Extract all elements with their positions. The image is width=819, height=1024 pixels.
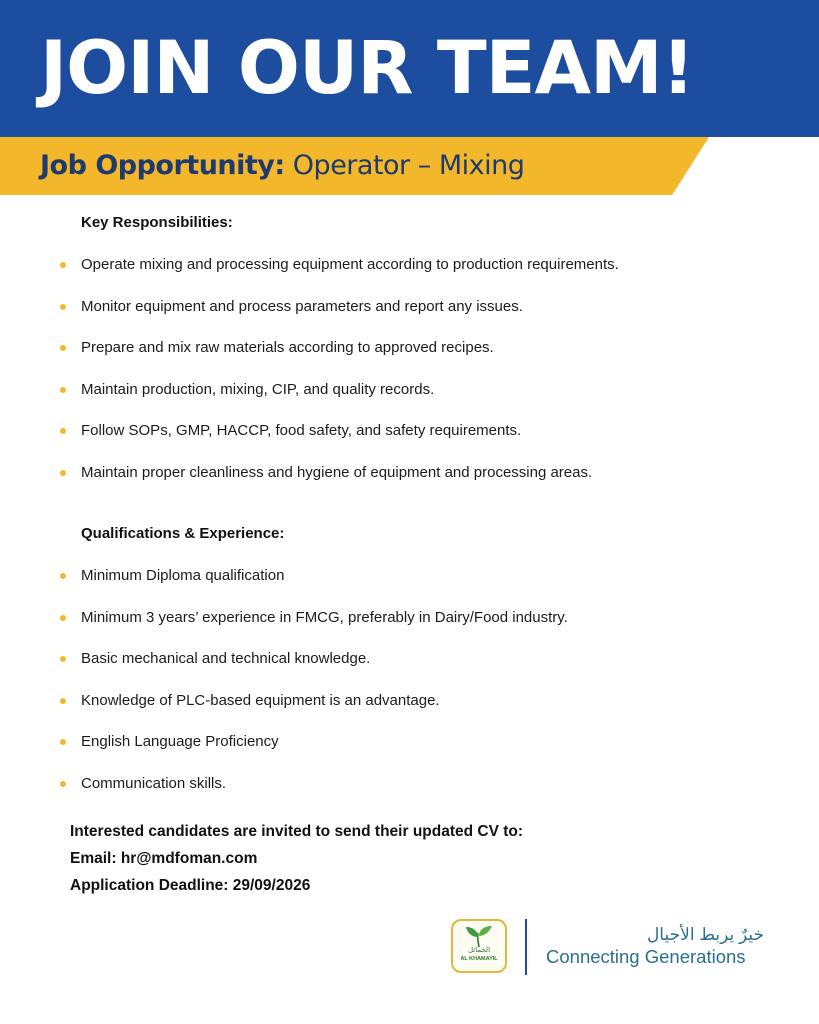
al-khamayil-logo <box>451 919 507 973</box>
tagline-arabic: خيرٌ يربط الأجيال <box>646 925 764 944</box>
list-item: Communication skills. <box>60 774 568 816</box>
bullet-dot-icon <box>60 470 66 476</box>
job-role: Operator – Mixing <box>292 150 525 181</box>
list-item: Prepare and mix raw materials according to approved recipes. <box>60 338 619 380</box>
bullet-dot-icon <box>60 262 66 268</box>
list-item: English Language Proficiency <box>60 732 568 774</box>
job-label: Job Opportunity: <box>40 150 285 181</box>
list-item: Follow SOPs, GMP, HACCP, food safety, and safety requirements. <box>60 421 619 463</box>
application-deadline: Application Deadline: 29/09/2026 <box>70 877 311 894</box>
qualifications-heading: Qualifications & Experience: <box>81 525 285 542</box>
list-item: Monitor equipment and process parameters and report any issues. <box>60 297 619 339</box>
header-banner <box>0 0 819 137</box>
bullet-dot-icon <box>60 304 66 310</box>
list-item: Knowledge of PLC-based equipment is an advantage. <box>60 691 568 733</box>
responsibilities-list <box>60 255 619 505</box>
bullet-dot-icon <box>60 387 66 393</box>
bullet-dot-icon <box>60 739 66 745</box>
job-title <box>40 146 524 186</box>
list-item: Maintain proper cleanliness and hygiene of equipment and processing areas. <box>60 463 619 505</box>
bullet-dot-icon <box>60 428 66 434</box>
tagline-english: Connecting Generations <box>546 946 746 967</box>
list-item: Basic mechanical and technical knowledge. <box>60 649 568 691</box>
bullet-dot-icon <box>60 698 66 704</box>
qualifications-list <box>60 566 568 816</box>
bullet-dot-icon <box>60 573 66 579</box>
list-item: Maintain production, mixing, CIP, and quality records. <box>60 380 619 422</box>
footer-divider <box>525 919 527 975</box>
bullet-dot-icon <box>60 615 66 621</box>
bullet-dot-icon <box>60 781 66 787</box>
contact-email[interactable]: Email: hr@mdfoman.com <box>70 850 258 867</box>
responsibilities-heading: Key Responsibilities: <box>81 214 233 231</box>
bullet-dot-icon <box>60 656 66 662</box>
list-item: Minimum 3 years’ experience in FMCG, preferably in Dairy/Food industry. <box>60 608 568 650</box>
leaf-sprout-icon <box>453 921 505 971</box>
bullet-dot-icon <box>60 345 66 351</box>
page-title: JOIN OUR TEAM! <box>40 26 694 111</box>
list-item: Minimum Diploma qualification <box>60 566 568 608</box>
list-item: Operate mixing and processing equipment according to production requirements. <box>60 255 619 297</box>
logo-latin-text: AL KHAMAYIL <box>460 956 498 962</box>
logo-arabic-text: الخمائل <box>467 947 491 954</box>
contact-block <box>70 818 523 899</box>
contact-intro: Interested candidates are invited to send their updated CV to: <box>70 823 524 840</box>
